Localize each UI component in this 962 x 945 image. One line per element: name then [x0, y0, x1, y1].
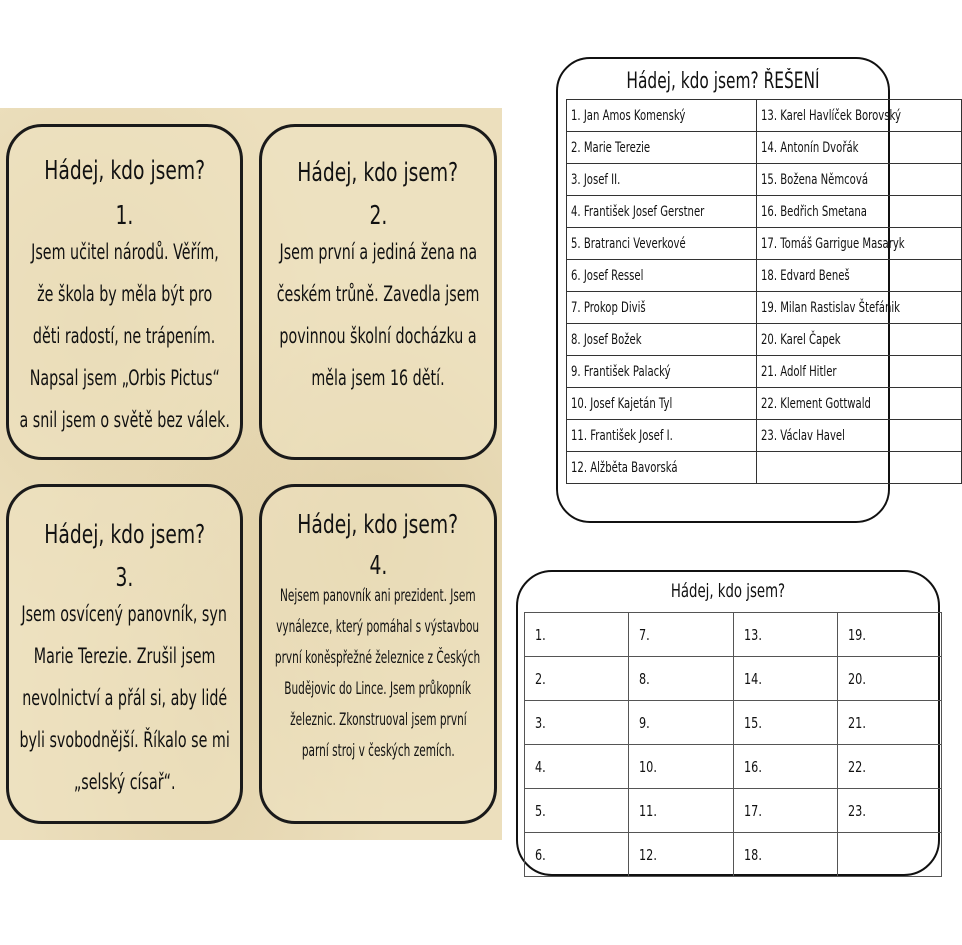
answer-cell[interactable] — [525, 657, 629, 701]
card-text-line: Jsem učitel národů. Věřím, — [30, 240, 219, 264]
answer-cell-number: 6. — [535, 845, 546, 864]
answer-cell-number: 18. — [743, 845, 762, 864]
answer-cell[interactable] — [733, 613, 837, 657]
answer-cell[interactable] — [733, 789, 837, 833]
solution-cell-text: 10. Josef Kajetán Tyl — [571, 395, 673, 412]
answer-sheet-table — [524, 612, 942, 877]
answer-cell-number: 21. — [847, 713, 866, 732]
solution-cell — [567, 100, 757, 132]
answer-cell[interactable] — [733, 657, 837, 701]
riddle-card-1 — [6, 124, 243, 460]
riddle-card-3 — [6, 484, 243, 824]
card-text-line: „selský císař“. — [73, 770, 176, 794]
solution-row — [567, 228, 962, 260]
card-text-line: měla jsem 16 dětí. — [311, 366, 445, 390]
solution-cell-text: 12. Alžběta Bavorská — [571, 459, 678, 476]
answer-cell-number: 2. — [535, 669, 546, 688]
answer-row — [525, 833, 942, 877]
solution-row — [567, 260, 962, 292]
answer-row — [525, 701, 942, 745]
solution-cell — [757, 132, 962, 164]
solution-cell — [757, 356, 962, 388]
answer-cell-number: 5. — [535, 801, 546, 820]
card-text-line: Jsem první a jediná žena na — [279, 240, 477, 264]
card-text-line: nevolnictví a přál si, aby lidé — [22, 686, 227, 710]
card-text-line: Nejsem panovník ani prezident. Jsem — [280, 586, 476, 606]
answer-cell-number: 16. — [743, 757, 762, 776]
solution-row — [567, 196, 962, 228]
solution-cell — [757, 260, 962, 292]
solution-cell-text: 8. Josef Božek — [571, 331, 642, 348]
answer-cell[interactable] — [525, 613, 629, 657]
solution-cell — [567, 356, 757, 388]
answer-cell-number: 14. — [743, 669, 762, 688]
answer-cell[interactable] — [837, 833, 941, 877]
solution-cell-text: 7. Prokop Diviš — [571, 299, 646, 316]
solution-cell — [757, 292, 962, 324]
solution-cell-text: 2. Marie Terezie — [571, 139, 651, 156]
riddle-card-4 — [259, 484, 497, 824]
answer-cell[interactable] — [629, 745, 733, 789]
card-text-line: byli svobodnější. Říkalo se mi — [19, 728, 230, 752]
answer-cell[interactable] — [525, 833, 629, 877]
solution-table-card — [556, 57, 905, 523]
solution-row — [567, 164, 962, 196]
answer-row — [525, 789, 942, 833]
card-text-line: první koněspřežné železnice z Českých — [275, 648, 481, 668]
answer-cell-number: 22. — [847, 757, 866, 776]
answer-cell-number: 13. — [743, 625, 762, 644]
answer-sheet-title: Hádej, kdo jsem? — [670, 580, 786, 602]
solution-cell — [567, 260, 757, 292]
answer-cell[interactable] — [525, 789, 629, 833]
answer-cell-number: 7. — [639, 625, 650, 644]
card-text-line: povinnou školní docházku a — [279, 324, 477, 348]
solution-cell-text: 20. Karel Čapek — [761, 331, 841, 348]
card-title: Hádej, kdo jsem? — [44, 520, 205, 550]
solution-cell — [567, 228, 757, 260]
answer-cell[interactable] — [525, 701, 629, 745]
answer-cell-number: 15. — [743, 713, 762, 732]
solution-row — [567, 388, 962, 420]
solution-cell-text: 21. Adolf Hitler — [761, 363, 837, 380]
card-title: Hádej, kdo jsem? — [297, 510, 459, 540]
solution-row — [567, 420, 962, 452]
solution-cell — [757, 388, 962, 420]
solution-row — [567, 132, 962, 164]
card-title: Hádej, kdo jsem? — [44, 156, 205, 186]
answer-cell-number: 3. — [535, 713, 546, 732]
card-text-line: vynálezce, který pomáhal s výstavbou — [276, 617, 480, 637]
answer-cell-number: 11. — [639, 801, 658, 820]
solution-cell-text: 15. Božena Němcová — [761, 171, 869, 188]
card-title: Hádej, kdo jsem? — [297, 158, 459, 188]
solution-cell — [757, 100, 962, 132]
card-text-line: Marie Terezie. Zrušil jsem — [33, 644, 216, 668]
solution-cell-text: 14. Antonín Dvořák — [761, 139, 859, 156]
solution-cell — [757, 452, 962, 484]
solution-cell-text: 6. Josef Ressel — [571, 267, 644, 284]
parchment-background — [0, 108, 502, 840]
answer-cell[interactable] — [525, 745, 629, 789]
answer-cell[interactable] — [629, 613, 733, 657]
solution-cell-text: 4. František Josef Gerstner — [571, 203, 705, 220]
card-number: 1. — [115, 201, 134, 231]
card-text-line: že škola by měla být pro — [36, 282, 213, 306]
solution-cell — [567, 452, 757, 484]
solution-cell — [757, 164, 962, 196]
answer-cell[interactable] — [629, 701, 733, 745]
answer-cell-number: 20. — [847, 669, 866, 688]
answer-cell[interactable] — [629, 789, 733, 833]
answer-cell[interactable] — [733, 833, 837, 877]
answer-cell[interactable] — [837, 745, 941, 789]
solution-row — [567, 324, 962, 356]
answer-cell[interactable] — [837, 613, 941, 657]
solution-cell-text: 19. Milan Rastislav Štefánik — [761, 299, 901, 316]
solution-cell-text: 5. Bratranci Veverkové — [571, 235, 686, 252]
solution-cell-text: 3. Josef II. — [571, 171, 621, 188]
card-text-line: Napsal jsem „Orbis Pictus“ — [29, 366, 220, 390]
answer-row — [525, 613, 942, 657]
answer-cell-number: 19. — [847, 625, 866, 644]
solution-title: Hádej, kdo jsem? ŘEŠENÍ — [626, 69, 820, 94]
solution-cell-text: 17. Tomáš Garrigue Masaryk — [761, 235, 905, 252]
answer-cell-number: 12. — [639, 845, 658, 864]
solution-cell — [567, 388, 757, 420]
solution-cell — [567, 164, 757, 196]
solution-cell — [567, 132, 757, 164]
answer-cell-number: 23. — [847, 801, 866, 820]
card-number: 3. — [115, 563, 134, 593]
solution-cell — [757, 420, 962, 452]
solution-cell-text: 18. Edvard Beneš — [761, 267, 850, 284]
answer-row — [525, 745, 942, 789]
solution-cell-text: 1. Jan Amos Komenský — [571, 107, 686, 124]
answer-cell[interactable] — [629, 833, 733, 877]
solution-cell-text: 11. František Josef I. — [571, 427, 673, 444]
solution-row — [567, 292, 962, 324]
answer-cell-number: 17. — [743, 801, 762, 820]
card-text-line: a snil jsem o světě bez válek. — [19, 408, 230, 432]
answer-cell-number: 10. — [639, 757, 658, 776]
solution-cell-text: 16. Bedřich Smetana — [761, 203, 868, 220]
card-text-line: železnic. Zkonstruoval jsem první — [289, 710, 467, 730]
answer-cell[interactable] — [837, 789, 941, 833]
answer-cell-number: 8. — [639, 669, 650, 688]
card-number: 2. — [369, 201, 387, 231]
answer-cell[interactable] — [733, 745, 837, 789]
answer-row — [525, 657, 942, 701]
solution-cell-text: 22. Klement Gottwald — [761, 395, 872, 412]
card-text-line: Jsem osvícený panovník, syn — [21, 602, 228, 626]
answer-cell[interactable] — [629, 657, 733, 701]
answer-cell[interactable] — [837, 701, 941, 745]
card-text-line: Budějovic do Lince. Jsem průkopník — [284, 679, 472, 699]
solution-row — [567, 100, 962, 132]
solution-cell — [567, 420, 757, 452]
solution-row — [567, 356, 962, 388]
solution-cell — [757, 196, 962, 228]
solution-table — [566, 99, 962, 484]
card-text-line: českém trůně. Zavedla jsem — [276, 282, 480, 306]
solution-cell-text: 23. Václav Havel — [761, 427, 846, 444]
answer-cell-number: 9. — [639, 713, 650, 732]
solution-cell — [567, 324, 757, 356]
riddle-card-2 — [259, 124, 497, 460]
solution-cell — [757, 324, 962, 356]
card-text-line: parní stroj v českých zemích. — [301, 741, 455, 761]
answer-cell[interactable] — [837, 657, 941, 701]
solution-cell — [757, 228, 962, 260]
card-number: 4. — [369, 551, 387, 581]
solution-cell — [567, 196, 757, 228]
solution-cell — [567, 292, 757, 324]
answer-cell-number: 4. — [535, 757, 546, 776]
solution-cell-text: 13. Karel Havlíček Borovský — [761, 107, 902, 124]
card-text-line: děti radostí, ne trápením. — [33, 324, 216, 348]
answer-sheet-card — [516, 570, 940, 876]
answer-cell[interactable] — [733, 701, 837, 745]
solution-row — [567, 452, 962, 484]
answer-cell-number: 1. — [535, 625, 546, 644]
solution-cell-text: 9. František Palacký — [571, 363, 671, 380]
